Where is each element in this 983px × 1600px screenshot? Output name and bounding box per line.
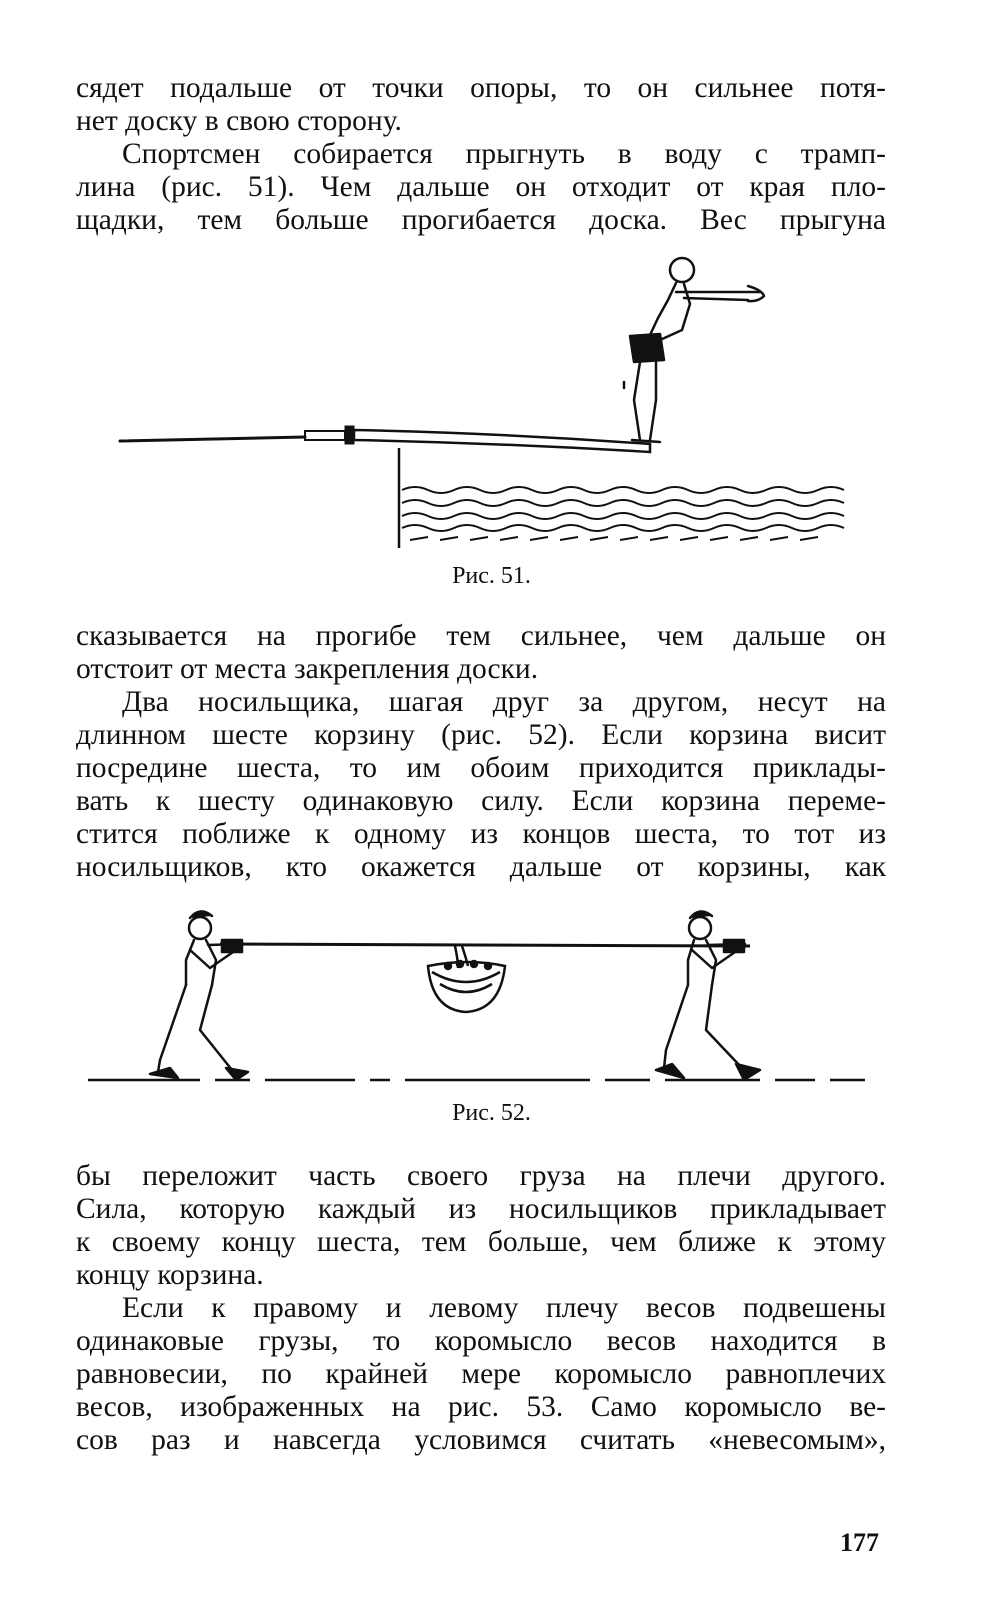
paragraph-6: [76, 1292, 886, 1457]
paragraph-4: [76, 686, 886, 884]
text-line: одинаковые грузы, то коромысло весов находится в: [76, 1325, 886, 1357]
pole: [220, 944, 750, 946]
text-line: стится поближе к одному из концов шеста, то тот из: [76, 818, 886, 850]
text-line: посредине шеста, то им обоим приходится приклады-: [76, 752, 886, 784]
text-line: весов, изображенных на рис. 53. Само коромысло ве-: [76, 1391, 886, 1423]
paragraph-1: [76, 72, 886, 138]
text-line: нет доску в свою сторону.: [76, 105, 402, 137]
springboard: [120, 426, 650, 452]
paragraph-3: [76, 620, 886, 686]
text-line: сядет подальше от точки опоры, то он сильнее потя-: [76, 72, 886, 104]
text-line: вать к шесту одинаковую силу. Если корзина переме-: [76, 785, 886, 817]
figure-52-diagram: [0, 900, 983, 1090]
porter-right: [656, 911, 760, 1080]
paragraph-5: [76, 1160, 886, 1292]
text-line: лина (рис. 51). Чем дальше он отходит от края пло-: [76, 171, 886, 203]
porter-left: [150, 911, 248, 1080]
paragraph-2: [76, 138, 886, 237]
text-line: длинном шесте корзину (рис. 52). Если корзина висит: [76, 719, 886, 751]
text-line: равновесии, по крайней мере коромысло равноплечих: [76, 1358, 886, 1390]
text-line: носильщиков, кто окажется дальше от корзины, как: [76, 851, 886, 883]
text-line: щадки, тем больше прогибается доска. Вес прыгуна: [76, 204, 886, 236]
page-number: 177: [840, 1528, 879, 1557]
text-line: сказывается на прогибе тем сильнее, чем дальше он: [76, 620, 886, 652]
figure-51-caption: Рис. 51.: [452, 563, 531, 589]
water-waves: [402, 487, 844, 540]
text-line: концу корзина.: [76, 1259, 264, 1291]
text-line: Два носильщика, шагая друг за другом, несут на: [122, 686, 886, 718]
text-line: Спортсмен собирается прыгнуть в воду с трамп-: [122, 138, 886, 170]
text-line: к своему концу шеста, тем больше, чем ближе к этому: [76, 1226, 886, 1258]
text-line: отстоит от места закрепления доски.: [76, 653, 539, 685]
text-line: Сила, которую каждый из носильщиков прикладывает: [76, 1193, 886, 1225]
figure-52-caption: Рис. 52.: [452, 1100, 531, 1126]
basket: [428, 946, 505, 1012]
text-line: бы переложит часть своего груза на плечи другого.: [76, 1160, 886, 1192]
figure-51-diagram: [0, 245, 983, 575]
diver-figure: [624, 258, 764, 442]
text-line: Если к правому и левому плечу весов подвешены: [122, 1292, 886, 1324]
text-line: сов раз и навсегда условимся считать «невесомым»,: [76, 1424, 886, 1456]
